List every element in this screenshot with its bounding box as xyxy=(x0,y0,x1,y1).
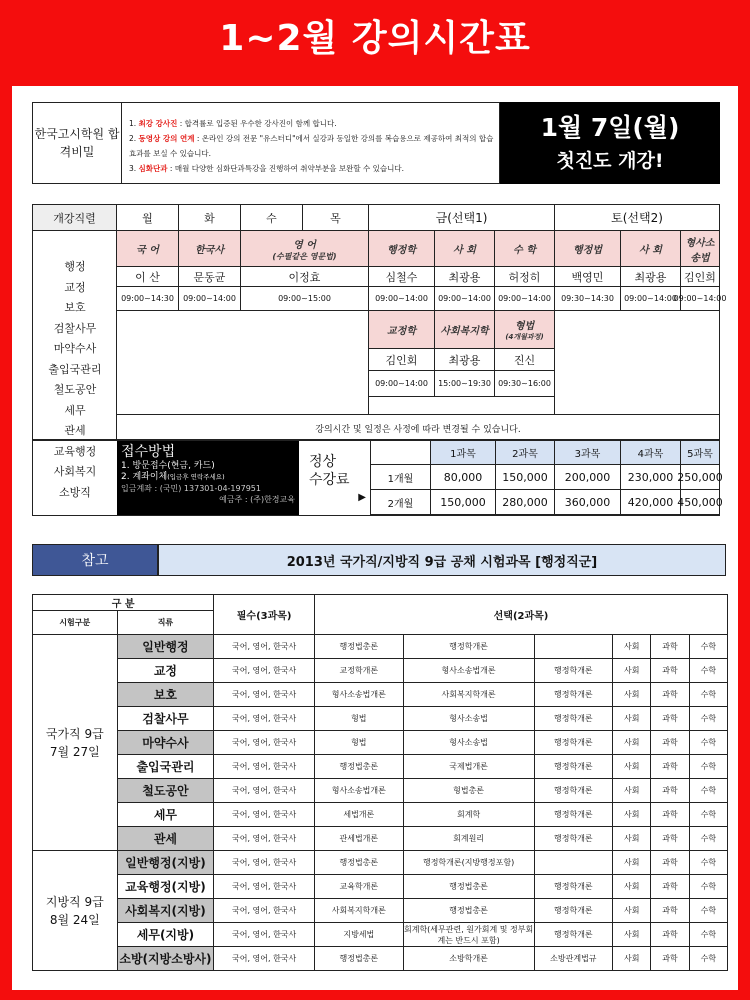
required-header: 필수(3과목) xyxy=(214,595,315,635)
day-header: 화 xyxy=(179,205,241,231)
elective-cell: 행정학개론 xyxy=(534,683,613,707)
elective-cell: 형법 xyxy=(315,707,404,731)
elective-cell: 수학 xyxy=(689,899,727,923)
apply-line: 1. 방문접수(현금, 카드) xyxy=(121,461,215,471)
required-cell: 국어, 영어, 한국사 xyxy=(214,707,315,731)
elective-cell: 과학 xyxy=(651,899,689,923)
teacher-cell: 김인회 xyxy=(369,349,435,371)
exam-day: 8월 24일 xyxy=(49,912,100,927)
note-highlight: 심화단과 xyxy=(138,164,168,173)
time-cell: 09:30~14:30 xyxy=(555,287,621,311)
series-header: 직류 xyxy=(117,611,214,635)
page-title: 1~2월 강의시간표 xyxy=(219,18,531,59)
teacher-cell: 백영민 xyxy=(555,267,621,287)
apply-title: 접수방법 xyxy=(121,444,176,460)
table-row xyxy=(33,875,728,899)
elective-cell: 과학 xyxy=(651,731,689,755)
series-cell: 마약수사 xyxy=(117,731,214,755)
content-panel xyxy=(12,86,738,990)
elective-cell: 형법총론 xyxy=(403,779,534,803)
table-row xyxy=(33,683,728,707)
subject-cell: 사회복지학 xyxy=(435,311,495,349)
exam-type: 국가직 9급 xyxy=(45,726,104,741)
elective-cell: 행정학개론 xyxy=(534,875,613,899)
fee-label-1: 정상 xyxy=(309,454,337,470)
fees-section xyxy=(32,440,723,516)
elective-cell: 사회 xyxy=(613,851,651,875)
note-text: : 온라인 강의 전문 "유스터디"에서 실강과 동일한 강의를 복습용으로 제공하여 최적의 합습 효과를 보실 수 있습니다. xyxy=(129,134,494,158)
elective-cell: 사회 xyxy=(613,875,651,899)
table-row xyxy=(33,899,728,923)
elective-cell: 과학 xyxy=(651,707,689,731)
elective-cell: 과학 xyxy=(651,659,689,683)
subject-cell xyxy=(241,231,369,267)
elective-cell: 행정법총론 xyxy=(403,875,534,899)
apply-account: 입금계좌 : (국민) 137301-04-197951 xyxy=(121,484,261,493)
fee-label-2: 수강료 xyxy=(309,472,350,488)
elective-cell: 소방관계법규 xyxy=(534,947,613,971)
elective-cell: 수학 xyxy=(689,659,727,683)
opening-text: 첫진도 개강! xyxy=(556,150,664,172)
category-item: 소방직 xyxy=(59,485,91,499)
time-cell: 09:00~14:00 xyxy=(369,287,435,311)
required-cell: 국어, 영어, 한국사 xyxy=(214,635,315,659)
required-cell: 국어, 영어, 한국사 xyxy=(214,755,315,779)
apply-line xyxy=(121,472,295,483)
table-row xyxy=(33,731,728,755)
fee-value: 150,000 xyxy=(431,490,496,515)
fee-value: 230,000 xyxy=(621,465,681,490)
fee-value: 150,000 xyxy=(496,465,555,490)
table-row xyxy=(33,827,728,851)
fee-header: 5과목 xyxy=(681,441,720,465)
category-item: 마약수사 xyxy=(53,342,97,355)
required-cell: 국어, 영어, 한국사 xyxy=(214,851,315,875)
elective-cell: 과학 xyxy=(651,827,689,851)
table-row xyxy=(33,779,728,803)
elective-cell: 형사소송법개론 xyxy=(315,683,404,707)
elective-cell: 과학 xyxy=(651,635,689,659)
elective-cell: 행정법총론 xyxy=(315,947,404,971)
elective-cell xyxy=(534,851,613,875)
elective-cell: 형사소송법개론 xyxy=(315,779,404,803)
teacher-cell: 김인희 xyxy=(681,267,720,287)
table-row xyxy=(33,755,728,779)
reference-label: 참고 xyxy=(32,544,158,576)
fee-value: 80,000 xyxy=(431,465,496,490)
fee-term: 2개월 xyxy=(371,490,431,515)
time-cell: 09:00~14:00 xyxy=(495,287,555,311)
time-cell: 09:00~14:30 xyxy=(117,287,179,311)
series-cell: 세무 xyxy=(117,803,214,827)
feature-notes xyxy=(129,116,494,176)
feature-note xyxy=(129,161,494,176)
teacher-cell: 이 산 xyxy=(117,267,179,287)
day-header: 목 xyxy=(303,205,369,231)
subject-cell: 수 학 xyxy=(495,231,555,267)
elective-cell: 과학 xyxy=(651,803,689,827)
time-cell: 09:00~14:00 xyxy=(369,371,435,397)
category-item: 검찰사무 xyxy=(53,321,97,335)
elective-cell: 과학 xyxy=(651,683,689,707)
note-num: 1. xyxy=(129,119,139,128)
elective-cell: 행정법총론 xyxy=(315,755,404,779)
subject-sub: (수필같은 영문법) xyxy=(272,251,337,261)
elective-cell: 국제법개론 xyxy=(403,755,534,779)
elective-cell: 세법개론 xyxy=(315,803,404,827)
category-item: 사회복지 xyxy=(53,465,97,478)
series-cell: 보호 xyxy=(117,683,214,707)
time-cell: 09:00~14:00 xyxy=(621,287,681,311)
table-row xyxy=(33,707,728,731)
subject-cell: 행정법 xyxy=(555,231,621,267)
required-cell: 국어, 영어, 한국사 xyxy=(214,803,315,827)
fee-term: 1개월 xyxy=(371,465,431,490)
table-row xyxy=(33,803,728,827)
fee-header: 1과목 xyxy=(431,441,496,465)
subject-cell: 형사소송법 xyxy=(681,231,720,267)
category-item: 철도공안 xyxy=(53,383,97,396)
teacher-cell: 문동균 xyxy=(179,267,241,287)
category-item: 교육행정 xyxy=(53,444,97,458)
elective-cell: 과학 xyxy=(651,947,689,971)
subject-sub: (4개월과정) xyxy=(505,333,544,341)
exam-day: 7월 27일 xyxy=(49,744,100,759)
elective-cell: 사회 xyxy=(613,779,651,803)
elective-cell: 행정학개론 xyxy=(534,707,613,731)
fee-value: 360,000 xyxy=(555,490,621,515)
exam-subject-table xyxy=(32,594,728,971)
category-item: 보호 xyxy=(64,301,86,314)
opening-date: 1월 7일(월) xyxy=(540,113,680,142)
apply-text: 2. 계좌이체 xyxy=(121,472,168,482)
elective-cell: 회계원리 xyxy=(403,827,534,851)
subject-cell: 행정학 xyxy=(369,231,435,267)
elective-cell: 수학 xyxy=(689,731,727,755)
subject-cell: 사 회 xyxy=(621,231,681,267)
elective-cell: 행정법총론 xyxy=(315,635,404,659)
elective-cell: 사회 xyxy=(613,683,651,707)
elective-cell: 사회 xyxy=(613,659,651,683)
elective-header: 선택(2과목) xyxy=(315,595,728,635)
time-cell: 09:30~16:00 xyxy=(495,371,555,397)
elective-cell: 수학 xyxy=(689,851,727,875)
elective-cell: 사회 xyxy=(613,923,651,947)
teacher-cell: 진신 xyxy=(495,349,555,371)
elective-cell: 행정학개론 xyxy=(534,755,613,779)
elective-cell: 사회 xyxy=(613,827,651,851)
exam-type: 지방직 9급 xyxy=(45,894,104,909)
fee-header: 2과목 xyxy=(496,441,555,465)
elective-cell: 과학 xyxy=(651,851,689,875)
series-cell: 일반행정(지방) xyxy=(117,851,214,875)
elective-cell: 과학 xyxy=(651,923,689,947)
fee-label xyxy=(299,441,371,515)
apply-sub: (입금후 연락주세요) xyxy=(167,473,225,481)
elective-cell: 사회복지학개론 xyxy=(315,899,404,923)
series-cell: 세무(지방) xyxy=(117,923,214,947)
note-num: 2. xyxy=(129,134,139,143)
series-cell: 사회복지(지방) xyxy=(117,899,214,923)
fee-value: 450,000 xyxy=(681,490,720,515)
elective-cell: 수학 xyxy=(689,755,727,779)
time-cell: 09:00~15:00 xyxy=(241,287,369,311)
fee-value: 200,000 xyxy=(555,465,621,490)
fee-corner xyxy=(371,441,431,465)
category-item: 출입국관리 xyxy=(48,362,102,376)
elective-cell: 회계학(세무관련, 원가회계 및 정부회계는 반드시 포함) xyxy=(403,924,534,945)
group-header: 구 분 xyxy=(33,595,214,611)
empty-block xyxy=(555,311,720,415)
note-highlight: 동영상 강의 연계 xyxy=(138,134,195,143)
elective-cell: 사회 xyxy=(613,707,651,731)
elective-cell: 수학 xyxy=(689,635,727,659)
elective-cell: 수학 xyxy=(689,923,727,947)
required-cell: 국어, 영어, 한국사 xyxy=(214,659,315,683)
series-cell: 일반행정 xyxy=(117,635,214,659)
subject-cell: 교정학 xyxy=(369,311,435,349)
note-num: 3. xyxy=(129,164,139,173)
series-cell: 관세 xyxy=(117,827,214,851)
required-cell: 국어, 영어, 한국사 xyxy=(214,731,315,755)
header-cell: 개강직렬 xyxy=(33,205,117,231)
series-cell: 검찰사무 xyxy=(117,707,214,731)
table-row xyxy=(33,923,728,947)
elective-cell: 교육학개론 xyxy=(315,875,404,899)
elective-cell: 수학 xyxy=(689,683,727,707)
empty-block xyxy=(117,311,369,415)
elective-cell: 사회 xyxy=(613,947,651,971)
exam-date xyxy=(33,635,118,851)
required-cell: 국어, 영어, 한국사 xyxy=(214,779,315,803)
elective-cell: 수학 xyxy=(689,707,727,731)
elective-cell: 수학 xyxy=(689,947,727,971)
elective-cell: 행정학개론 xyxy=(534,731,613,755)
elective-cell: 과학 xyxy=(651,779,689,803)
elective-cell: 사회 xyxy=(613,755,651,779)
subject-cell: 한국사 xyxy=(179,231,241,267)
required-cell: 국어, 영어, 한국사 xyxy=(214,875,315,899)
feature-note xyxy=(129,131,494,161)
category-item: 교정 xyxy=(64,280,86,294)
elective-cell: 행정학개론 xyxy=(403,635,534,659)
subject-name: 영 어 xyxy=(293,239,316,251)
elective-cell: 행정법총론 xyxy=(315,851,404,875)
elective-cell: 사회 xyxy=(613,899,651,923)
elective-cell: 형사소송법 xyxy=(403,707,534,731)
elective-cell: 회계학 xyxy=(403,803,534,827)
table-row xyxy=(33,659,728,683)
time-cell: 09:00~14:00 xyxy=(681,287,720,311)
fee-arrow: ▶ xyxy=(358,492,366,503)
elective-cell: 행정학개론 xyxy=(534,827,613,851)
reference-title: 2013년 국가직/지방직 9급 공채 시험과목 [행정직군] xyxy=(158,544,726,576)
teacher-cell: 최광용 xyxy=(621,267,681,287)
elective-cell: 수학 xyxy=(689,803,727,827)
required-cell: 국어, 영어, 한국사 xyxy=(214,683,315,707)
elective-cell: 행정학개론 xyxy=(534,803,613,827)
day-header: 월 xyxy=(117,205,179,231)
schedule-notice: 강의시간 및 일정은 사정에 따라 변경될 수 있습니다. xyxy=(117,415,720,441)
elective-cell: 수학 xyxy=(689,779,727,803)
day-header: 토(선택2) xyxy=(555,205,720,231)
elective-cell: 사회 xyxy=(613,731,651,755)
elective-cell: 교정학개론 xyxy=(315,659,404,683)
series-cell: 교정 xyxy=(117,659,214,683)
subject-cell: 사 회 xyxy=(435,231,495,267)
required-cell: 국어, 영어, 한국사 xyxy=(214,827,315,851)
note-text: : 합격률로 입증된 우수한 강사진이 함께 합니다. xyxy=(177,119,337,128)
elective-cell: 형법 xyxy=(315,731,404,755)
elective-cell: 관세법개론 xyxy=(315,827,404,851)
fee-header: 4과목 xyxy=(621,441,681,465)
elective-cell: 행정학개론 xyxy=(534,899,613,923)
table-row xyxy=(33,851,728,875)
time-cell: 09:00~14:00 xyxy=(179,287,241,311)
brand-label: 한국고시학원 합격비밀 xyxy=(33,103,122,183)
elective-cell: 행정학개론 xyxy=(534,923,613,947)
subject-name: 형법 xyxy=(514,321,535,332)
table-row xyxy=(33,635,728,659)
day-header: 금(선택1) xyxy=(369,205,555,231)
table-row xyxy=(33,947,728,971)
elective-cell: 행정학개론 xyxy=(534,659,613,683)
category-item: 행정 xyxy=(64,260,86,273)
elective-cell: 사회복지학개론 xyxy=(403,683,534,707)
elective-cell: 행정법총론 xyxy=(403,899,534,923)
series-cell: 출입국관리 xyxy=(117,755,214,779)
feature-note xyxy=(129,116,494,131)
elective-cell: 행정학개론 xyxy=(534,779,613,803)
empty-block xyxy=(369,397,555,415)
elective-cell: 사회 xyxy=(613,635,651,659)
elective-cell: 과학 xyxy=(651,875,689,899)
intro-box xyxy=(32,102,500,184)
opening-banner xyxy=(500,102,720,184)
series-cell: 교육행정(지방) xyxy=(117,875,214,899)
fee-value: 420,000 xyxy=(621,490,681,515)
elective-cell: 수학 xyxy=(689,875,727,899)
time-cell: 09:00~14:00 xyxy=(435,287,495,311)
note-text: : 매월 다양한 심화단과특강을 진행하여 취약부분을 보완할 수 있습니다. xyxy=(167,164,405,173)
day-header: 수 xyxy=(241,205,303,231)
exam-date xyxy=(33,851,118,971)
required-cell: 국어, 영어, 한국사 xyxy=(214,923,315,947)
subject-cell: 국 어 xyxy=(117,231,179,267)
teacher-cell: 최광용 xyxy=(435,267,495,287)
elective-cell: 사회 xyxy=(613,803,651,827)
required-cell: 국어, 영어, 한국사 xyxy=(214,899,315,923)
fee-header: 3과목 xyxy=(555,441,621,465)
teacher-cell: 이정효 xyxy=(241,267,369,287)
series-cell: 소방(지방소방사) xyxy=(117,947,214,971)
exam-header: 시험구분 xyxy=(33,611,118,635)
category-item: 세무 xyxy=(64,403,86,417)
elective-cell: 수학 xyxy=(689,827,727,851)
elective-cell: 과학 xyxy=(651,755,689,779)
elective-cell: 지방세법 xyxy=(315,923,404,947)
apply-box xyxy=(117,441,299,515)
apply-holder: 예금주 : (주)한경교육 xyxy=(219,495,295,504)
table-row xyxy=(33,595,728,611)
required-cell: 국어, 영어, 한국사 xyxy=(214,947,315,971)
elective-cell: 소방학개론 xyxy=(403,947,534,971)
note-highlight: 최강 강사진 xyxy=(138,119,178,128)
teacher-cell: 허정히 xyxy=(495,267,555,287)
elective-cell: 행정학개론(지방행정포함) xyxy=(403,851,534,875)
time-cell: 15:00~19:30 xyxy=(435,371,495,397)
fee-value: 250,000 xyxy=(681,465,720,490)
elective-cell xyxy=(534,635,613,659)
teacher-cell: 심철수 xyxy=(369,267,435,287)
fee-value: 280,000 xyxy=(496,490,555,515)
elective-cell: 형사소송법 xyxy=(403,731,534,755)
subject-cell xyxy=(495,311,555,349)
teacher-cell: 최광용 xyxy=(435,349,495,371)
category-item: 관세 xyxy=(64,424,86,437)
series-cell: 철도공안 xyxy=(117,779,214,803)
elective-cell: 형사소송법개론 xyxy=(403,659,534,683)
